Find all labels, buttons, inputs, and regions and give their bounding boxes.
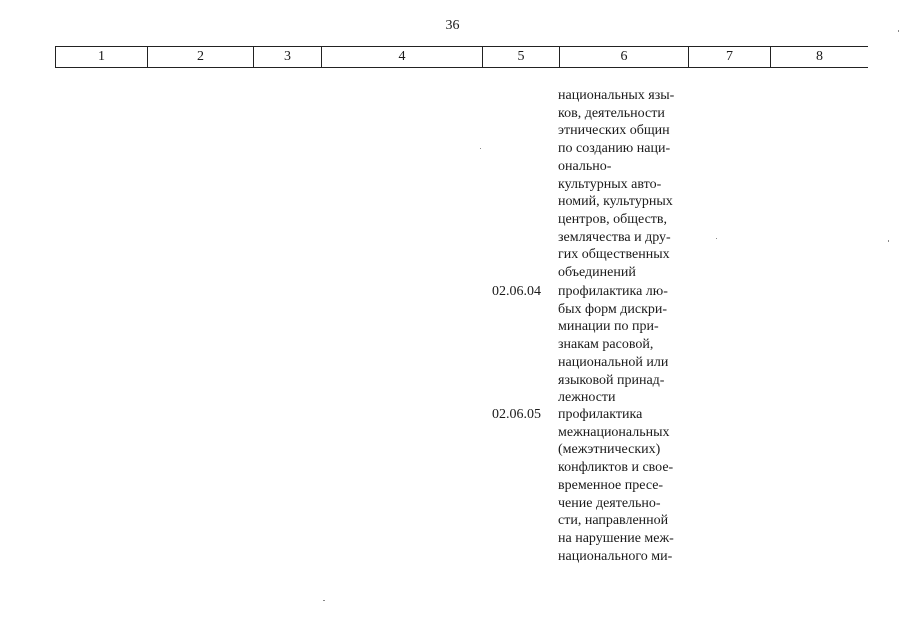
row-2-description [558,283,693,407]
scan-speck [480,148,481,149]
row-3-description [558,406,693,565]
text-line: межнациональных [558,424,670,440]
text-line: чение деятельно- [558,495,661,511]
header-col-3: 3 [254,47,322,67]
header-col-8: 8 [816,49,823,64]
text-line: объединений [558,265,636,281]
text-line: онально- [558,158,612,174]
text-line: номий, культурных [558,194,673,210]
text-line: центров, обществ, [558,211,668,227]
text-line: ков, деятельности [558,105,665,121]
header-col-7: 7 [689,47,771,67]
text-line: землячества и дру- [558,229,671,245]
text-line: временное пресе- [558,477,664,493]
text-line: гих общественных [558,247,670,263]
header-col-6: 6 [560,47,689,67]
text-line: профилактика [558,407,643,422]
text-line: национальных язы- [558,88,675,103]
table-header [55,46,868,68]
text-line: сти, направленной [558,513,669,529]
scan-speck [888,240,889,242]
text-line: профилактика лю- [558,284,668,299]
text-line: знакам расовой, [558,337,654,353]
scan-speck [323,600,325,601]
text-line: бых форм дискри- [558,301,668,317]
text-line: лежности [558,390,616,406]
text-line: минации по при- [558,319,659,335]
text-line: конфликтов и свое- [558,460,674,476]
header-col-2: 2 [148,47,254,67]
text-line: (межэтнических) [558,442,661,458]
text-line: языковой принад- [558,372,665,388]
header-col-1: 1 [55,47,148,67]
text-line: национального ми- [558,548,673,564]
text-line: на нарушение меж- [558,530,674,546]
row-1-description [558,87,693,282]
row-3-code: 02.06.05 [492,407,541,422]
text-line: национальной или [558,354,669,370]
text-line: по созданию наци- [558,141,671,157]
header-col-5: 5 [483,47,560,67]
scan-speck [898,30,899,32]
page-number: 36 [445,18,460,33]
row-2-code: 02.06.04 [492,284,541,299]
scan-speck [716,238,717,239]
text-line: этнических общин [558,123,670,139]
header-col-4: 4 [322,47,483,67]
text-line: культурных авто- [558,176,662,192]
